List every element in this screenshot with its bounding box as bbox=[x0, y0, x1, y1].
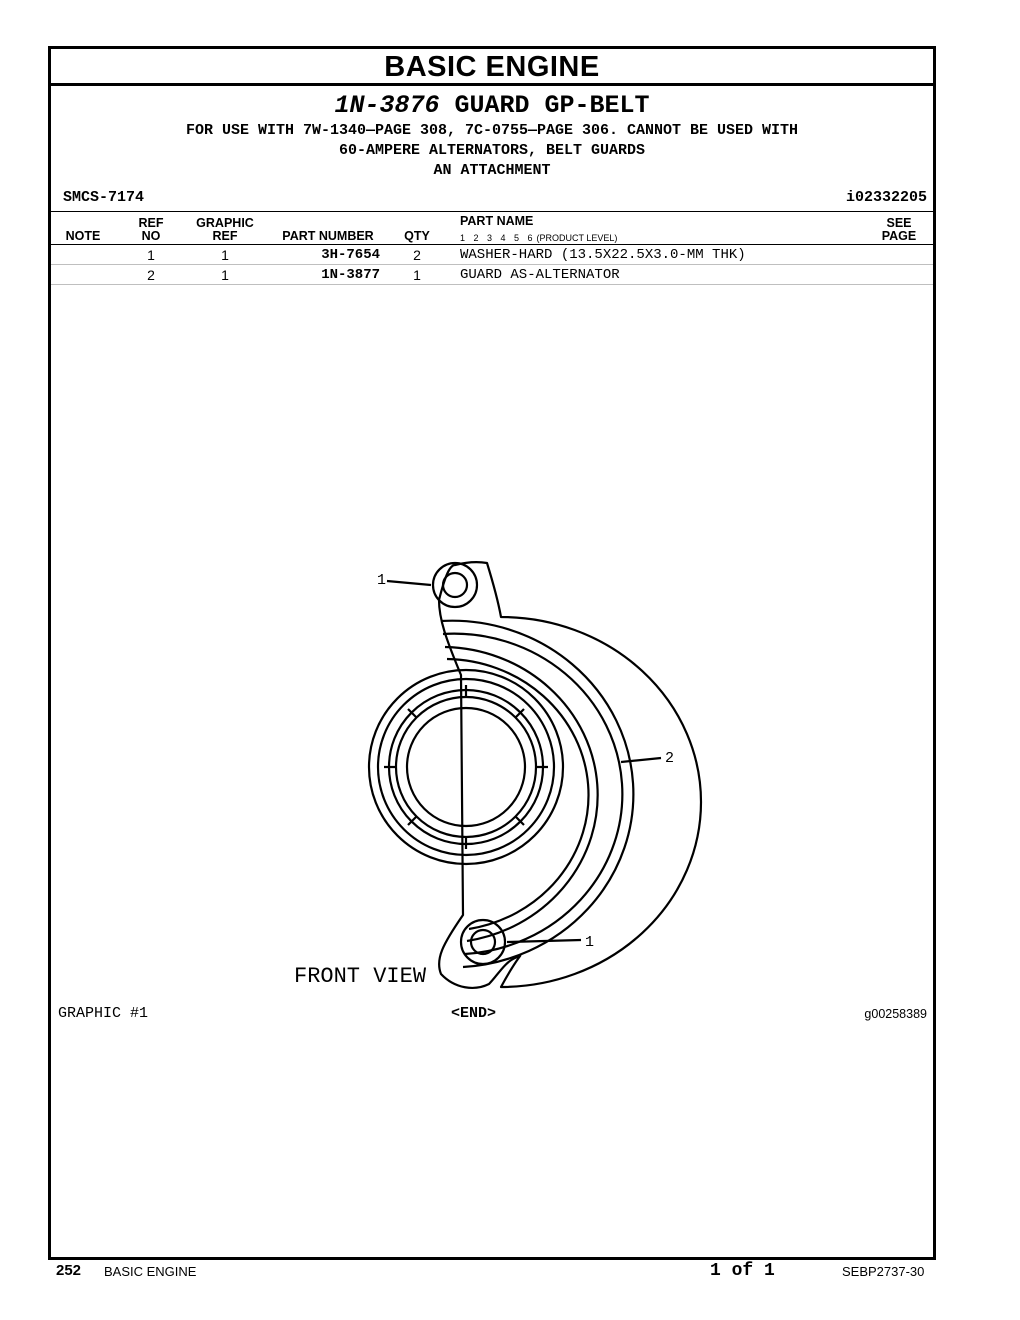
alternator-ring-2 bbox=[378, 679, 554, 855]
info-id: i02332205 bbox=[845, 189, 927, 206]
front-view-label: FRONT VIEW bbox=[294, 964, 427, 989]
qty: 2 bbox=[413, 247, 421, 263]
callout-1-top-leader bbox=[387, 581, 431, 585]
footer-page-number: 252 bbox=[56, 1262, 82, 1279]
footer-page-of: 1 of 1 bbox=[710, 1261, 775, 1281]
level-numbers: 1 2 3 4 5 6 bbox=[460, 233, 533, 243]
footer-doc-id: SEBP2737-30 bbox=[842, 1264, 925, 1279]
group-part-number: 1N-3876 bbox=[334, 91, 440, 120]
group-name: GUARD GP-BELT bbox=[454, 91, 650, 120]
part-name: GUARD AS-ALTERNATOR bbox=[460, 267, 620, 283]
col-note: NOTE bbox=[65, 229, 101, 243]
callout-1-bottom-leader bbox=[507, 940, 581, 942]
graphic-ref: 1 bbox=[221, 267, 229, 283]
upper-bolt-boss bbox=[433, 563, 477, 607]
part-name: WASHER-HARD (13.5X22.5X3.0-MM THK) bbox=[460, 247, 746, 263]
col-see-page-top: SEE bbox=[886, 216, 912, 230]
parts-page-frame bbox=[48, 46, 936, 1260]
callout-2: 2 bbox=[665, 750, 675, 767]
smcs-code: SMCS-7174 bbox=[63, 189, 145, 206]
col-qty: QTY bbox=[404, 229, 430, 243]
col-graphic-ref-top: GRAPHIC bbox=[196, 216, 254, 230]
description-line-1: FOR USE WITH 7W-1340—PAGE 308, 7C-0755—PAGE 306. CANNOT BE USED WITH bbox=[185, 122, 799, 139]
footer-section: BASIC ENGINE bbox=[104, 1264, 197, 1279]
upper-bolt-hole bbox=[443, 573, 467, 597]
part-number-link[interactable]: 3H-7654 bbox=[321, 247, 380, 263]
col-graphic-ref-bottom: REF bbox=[212, 229, 238, 243]
ref-no: 2 bbox=[147, 267, 155, 283]
alternator-bore bbox=[407, 708, 525, 826]
col-ref-no-top: REF bbox=[138, 216, 164, 230]
description-line-3: AN ATTACHMENT bbox=[433, 162, 551, 179]
guard-outer-outline bbox=[439, 562, 701, 988]
section-title: BASIC ENGINE bbox=[51, 49, 933, 86]
callout-1-bottom: 1 bbox=[585, 934, 595, 951]
graphic-ref: 1 bbox=[221, 247, 229, 263]
qty: 1 bbox=[413, 267, 421, 283]
ref-no: 1 bbox=[147, 247, 155, 263]
graphic-label: GRAPHIC #1 bbox=[58, 1005, 149, 1022]
product-level-label: (PRODUCT LEVEL) bbox=[536, 233, 618, 243]
col-see-page-bottom: PAGE bbox=[881, 229, 917, 243]
alternator-ring-outer bbox=[369, 670, 563, 864]
end-marker: <END> bbox=[451, 1005, 497, 1022]
col-part-name: PART NAME bbox=[460, 214, 534, 228]
description-line-2: 60-AMPERE ALTERNATORS, BELT GUARDS bbox=[338, 142, 646, 159]
callout-1-top: 1 bbox=[377, 572, 387, 589]
guard-spokes bbox=[384, 685, 548, 849]
graphic-id: g00258389 bbox=[864, 1007, 927, 1021]
part-number-link[interactable]: 1N-3877 bbox=[321, 267, 380, 283]
callout-2-leader bbox=[621, 758, 661, 762]
col-ref-no-bottom: NO bbox=[141, 229, 161, 243]
guard-arc-2 bbox=[443, 634, 622, 954]
col-part-number: PART NUMBER bbox=[282, 229, 374, 243]
guard-illustration bbox=[51, 49, 933, 1257]
